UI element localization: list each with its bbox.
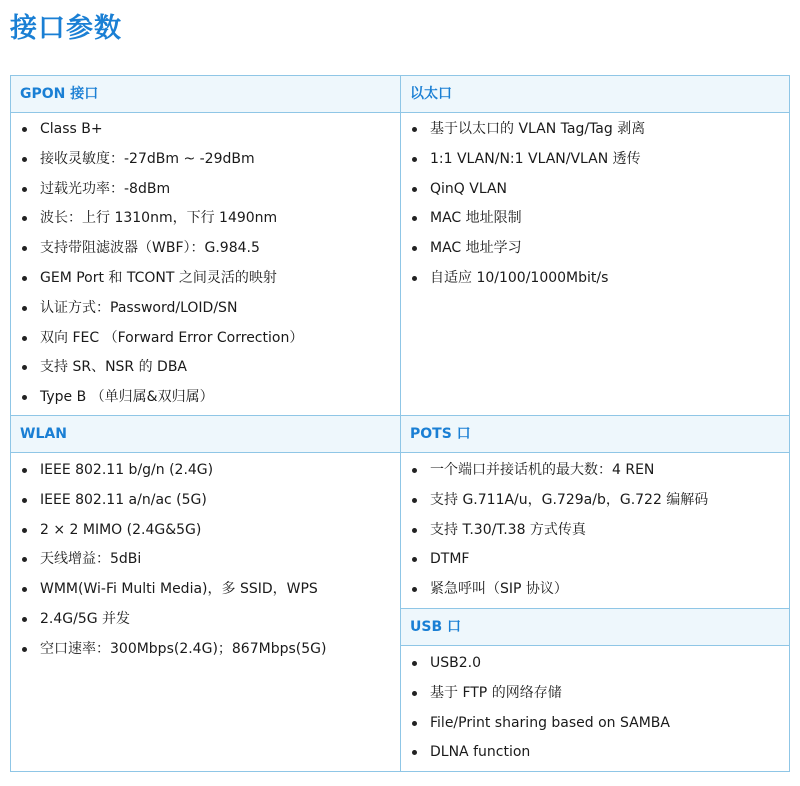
wlan-item-text: 2 × 2 MIMO (2.4G&5G) xyxy=(40,521,202,538)
gpon-item-text: 过载光功率：-8dBm xyxy=(40,180,171,197)
wlan-item xyxy=(11,486,400,516)
gpon-item-text: Class B+ xyxy=(40,121,103,137)
wlan-item-list xyxy=(11,456,400,665)
pots-item xyxy=(401,545,789,575)
bullet-icon xyxy=(22,216,27,221)
ethernet-section xyxy=(401,76,789,415)
ethernet-item-text: QinQ VLAN xyxy=(430,180,507,197)
bullet-icon xyxy=(412,498,417,503)
bullet-icon xyxy=(22,617,27,622)
ethernet-item-text: 基于以太口的 VLAN Tag/Tag 剥离 xyxy=(430,121,646,137)
bullet-icon xyxy=(22,528,27,533)
gpon-section xyxy=(11,76,400,415)
wlan-section xyxy=(11,416,400,771)
bullet-icon xyxy=(412,721,417,726)
bullet-icon xyxy=(412,691,417,696)
pots-section-title: POTS 口 xyxy=(401,416,789,453)
ethernet-item-text: 自适应 10/100/1000Mbit/s xyxy=(430,269,609,286)
wlan-item-text: 天线增益：5dBi xyxy=(40,551,142,568)
bullet-icon xyxy=(412,187,417,192)
gpon-item xyxy=(11,383,400,413)
bullet-icon xyxy=(22,557,27,562)
bullet-icon xyxy=(412,468,417,473)
gpon-item-text: 支持带阻滤波器（WBF）：G.984.5 xyxy=(40,240,260,257)
gpon-item-list xyxy=(11,115,400,413)
gpon-item xyxy=(11,324,400,354)
ethernet-item xyxy=(401,115,789,145)
pots-item-text: 支持 T.30/T.38 方式传真 xyxy=(430,521,586,538)
gpon-item xyxy=(11,234,400,264)
bullet-icon xyxy=(22,306,27,311)
ethernet-item-text: 1:1 VLAN/N:1 VLAN/VLAN 透传 xyxy=(430,150,641,167)
bullet-icon xyxy=(22,395,27,400)
usb-section xyxy=(401,609,789,771)
bullet-icon xyxy=(22,365,27,370)
wlan-item-text: WMM(Wi-Fi Multi Media)，多 SSID，WPS xyxy=(40,581,318,598)
pots-item xyxy=(401,456,789,486)
bullet-icon xyxy=(22,246,27,251)
gpon-item-text: Type B （单归属&双归属） xyxy=(40,389,214,406)
pots-item-text: DTMF xyxy=(430,551,470,568)
gpon-item-text: 双向 FEC （Forward Error Correction） xyxy=(40,329,304,346)
bullet-icon xyxy=(412,157,417,162)
bullet-icon xyxy=(412,661,417,666)
bullet-icon xyxy=(412,750,417,755)
bullet-icon xyxy=(412,276,417,281)
spec-table xyxy=(10,75,790,772)
gpon-item-text: 支持 SR、NSR 的 DBA xyxy=(40,359,188,376)
pots-item xyxy=(401,516,789,546)
gpon-item-text: 波长：上行 1310nm，下行 1490nm xyxy=(40,210,278,227)
ethernet-item xyxy=(401,145,789,175)
gpon-section-title: GPON 接口 xyxy=(11,76,400,113)
gpon-item xyxy=(11,294,400,324)
bullet-icon xyxy=(412,127,417,132)
wlan-item-text: 空口速率：300Mbps(2.4G)；867Mbps(5G) xyxy=(40,640,327,657)
bullet-icon xyxy=(412,557,417,562)
ethernet-section-title: 以太口 xyxy=(401,76,789,113)
usb-item xyxy=(401,649,789,679)
bullet-icon xyxy=(22,127,27,132)
ethernet-item xyxy=(401,175,789,205)
bullet-icon xyxy=(412,246,417,251)
ethernet-item xyxy=(401,264,789,294)
ethernet-item-text: MAC 地址学习 xyxy=(430,240,522,257)
wlan-item-text: 2.4G/5G 并发 xyxy=(40,610,131,627)
bullet-icon xyxy=(412,216,417,221)
gpon-item xyxy=(11,264,400,294)
bullet-icon xyxy=(412,528,417,533)
pots-item xyxy=(401,486,789,516)
wlan-item xyxy=(11,545,400,575)
wlan-item xyxy=(11,605,400,635)
wlan-item xyxy=(11,456,400,486)
gpon-item xyxy=(11,145,400,175)
usb-item-text: File/Print sharing based on SAMBA xyxy=(430,714,670,731)
usb-item-text: DLNA function xyxy=(430,744,531,761)
usb-item xyxy=(401,679,789,709)
gpon-item xyxy=(11,175,400,205)
wlan-section-title: WLAN xyxy=(11,416,400,453)
ethernet-item xyxy=(401,204,789,234)
pots-item xyxy=(401,575,789,605)
gpon-item xyxy=(11,115,400,145)
usb-section-title: USB 口 xyxy=(401,609,789,646)
usb-item-list xyxy=(401,649,789,768)
bullet-icon xyxy=(22,336,27,341)
wlan-item xyxy=(11,635,400,665)
bullet-icon xyxy=(22,157,27,162)
page-title: 接口参数 xyxy=(10,13,122,44)
ethernet-item xyxy=(401,234,789,264)
wlan-item xyxy=(11,575,400,605)
pots-section xyxy=(401,416,789,608)
pots-item-text: 紧急呼叫（SIP 协议） xyxy=(430,581,568,598)
wlan-item-text: IEEE 802.11 b/g/n (2.4G) xyxy=(40,462,214,478)
gpon-item-text: 接收灵敏度：-27dBm ~ -29dBm xyxy=(40,150,255,167)
bullet-icon xyxy=(22,468,27,473)
pots-item-text: 一个端口并接话机的最大数：4 REN xyxy=(430,462,655,478)
bullet-icon xyxy=(412,587,417,592)
usb-item xyxy=(401,709,789,739)
gpon-item-text: GEM Port 和 TCONT 之间灵活的映射 xyxy=(40,269,277,286)
usb-item xyxy=(401,738,789,768)
wlan-item-text: IEEE 802.11 a/n/ac (5G) xyxy=(40,491,207,508)
pots-item-list xyxy=(401,456,789,605)
bullet-icon xyxy=(22,276,27,281)
bullet-icon xyxy=(22,587,27,592)
wlan-item xyxy=(11,516,400,546)
usb-item-text: 基于 FTP 的网络存储 xyxy=(430,684,562,701)
gpon-item-text: 认证方式：Password/LOID/SN xyxy=(40,299,238,316)
bullet-icon xyxy=(22,498,27,503)
ethernet-item-list xyxy=(401,115,789,294)
bullet-icon xyxy=(22,647,27,652)
gpon-item xyxy=(11,353,400,383)
bullet-icon xyxy=(22,187,27,192)
pots-item-text: 支持 G.711A/u，G.729a/b，G.722 编解码 xyxy=(430,491,709,508)
gpon-item xyxy=(11,204,400,234)
ethernet-item-text: MAC 地址限制 xyxy=(430,210,522,227)
usb-item-text: USB2.0 xyxy=(430,655,482,671)
